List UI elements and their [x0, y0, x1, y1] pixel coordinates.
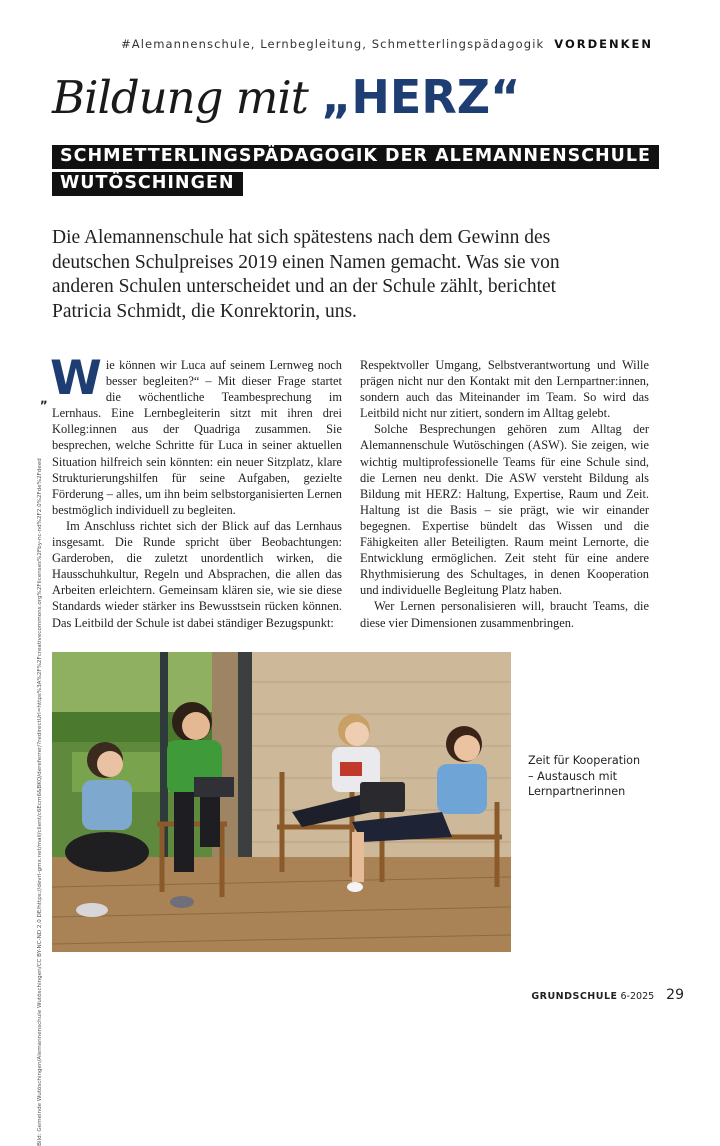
body-column-1 — [40, 351, 342, 631]
subtitle-line-2: WUTÖSCHINGEN — [52, 172, 243, 196]
article-photo — [52, 652, 511, 952]
lead-paragraph: Die Alemannenschule hat sich spätestens nach dem Gewinn des deutschen Schulpreises 2019 einen Namen gemacht. Was sie von anderen Schulen unterscheidet und an der Schule zählt, berichtet Patricia Schmidt, die Konrektorin, uns. — [52, 227, 560, 322]
body-paragraph: Solche Besprechungen gehören zum Alltag der Alemannenschule Wutöschingen (ASW). Sie zeigen, wie wichtig multiprofessionelle Teams für eine Schule sind, die Lernen neu denkt. Die ASW versteht Bildung als Bildung mit HERZ: Haltung, Expertise, Raum und Zeit. Haltung ist die Basis – sie prägt, wie wir einander begegnen. Expertise bündelt das Wissen und die Fähigkeiten aller Beteiligten. Raum meint Lernorte, die Entwicklung ermöglichen. Zeit steht für eine andere Rhythmisierung des Schultages, in denen Kooperation und individuelle Begleitung Platz haben. — [360, 422, 649, 598]
open-quote: „ — [40, 392, 48, 406]
body-paragraph: Wer Lernen personalisieren will, braucht Teams, die diese vier Dimensionen zusammenbringen. — [360, 599, 649, 630]
page-footer — [531, 984, 684, 1003]
body-paragraph — [40, 351, 342, 518]
subtitle-line-1: SCHMETTERLINGSPÄDAGOGIK DER ALEMANNENSCHULE — [52, 145, 659, 169]
magazine-name: GRUNDSCHULE — [531, 991, 618, 1002]
header-tagline — [121, 37, 653, 51]
page-title — [52, 70, 520, 124]
body-text: ie können wir Luca auf seinem Lernweg noch besser begleiten?“ – Mit dieser Frage startet die wöchentliche Teambesprechung im Lernhaus. Eine Lernbegleiterin sitzt mit ihren drei Kolleg:innen aus der Quadriga zusammen. Sie besprechen, welche Schritte für Luca in seiner aktuellen Situation hilfreich sein könnten: ein neuer Sitzplatz, klare Strukturierungshilfen für seine Aufgaben, gezielte Förderung – alles, um ihn beim selbstorganisierten Lernen bestmöglich individuell zu begleiten. — [52, 358, 342, 517]
body-column-2 — [360, 357, 649, 631]
photo-credit-text: Bild: Gemeinde Wutöschingen/Alemannenschule Wutöschingen/CC BY-NC-ND 2.0 DE/https://devrl-gmx.net/mail/client/c6Ecm6&BKQ/dereferrer/?redirectUrl=https%3A%2F%2Fcreativecommons.org%2Flicenses%2Fby-nc-nd%2F2.0%2Fde%2Fdeed — [37, 458, 43, 1146]
dropcap-letter: W — [50, 351, 102, 406]
body-paragraph: Respektvoller Umgang, Selbstverantwortung und Wille prägen nicht nur den Kontakt mit den Lernpartner:innen, sondern auch das Miteinander im Team. So wird das Leitbild nicht nur zitiert, sondern im Alltag gelebt. — [360, 358, 649, 421]
section-label: VORDENKEN — [554, 37, 653, 51]
dropcap — [40, 351, 102, 406]
header-tags: #Alemannenschule, Lernbegleitung, Schmetterlingspädagogik — [121, 37, 545, 51]
title-part-2: „HERZ“ — [321, 70, 521, 124]
body-paragraph: Im Anschluss richtet sich der Blick auf das Lernhaus insgesamt. Die Runde spricht über Beobachtungen: Garderoben, die zuletzt unordentlich wirken, die Hausschuhkultur, Regeln und Absprachen, die allen das Arbeiten erleichtern. Gemeinsam klären sie, wie sie diese Standards wieder stärker ins Bewusstsein rücken können. Das Leitbild der Schule ist dabei ständiger Bezugspunkt: — [52, 518, 342, 630]
classroom-photo-illustration — [52, 652, 511, 952]
page-number: 29 — [666, 987, 684, 1003]
title-part-1: Bildung mit — [52, 71, 322, 124]
photo-credit — [34, 458, 46, 1146]
photo-caption: Zeit für Kooperation – Austausch mit Lernpartnerinnen — [528, 754, 641, 798]
issue-number: 6-2025 — [620, 991, 655, 1002]
